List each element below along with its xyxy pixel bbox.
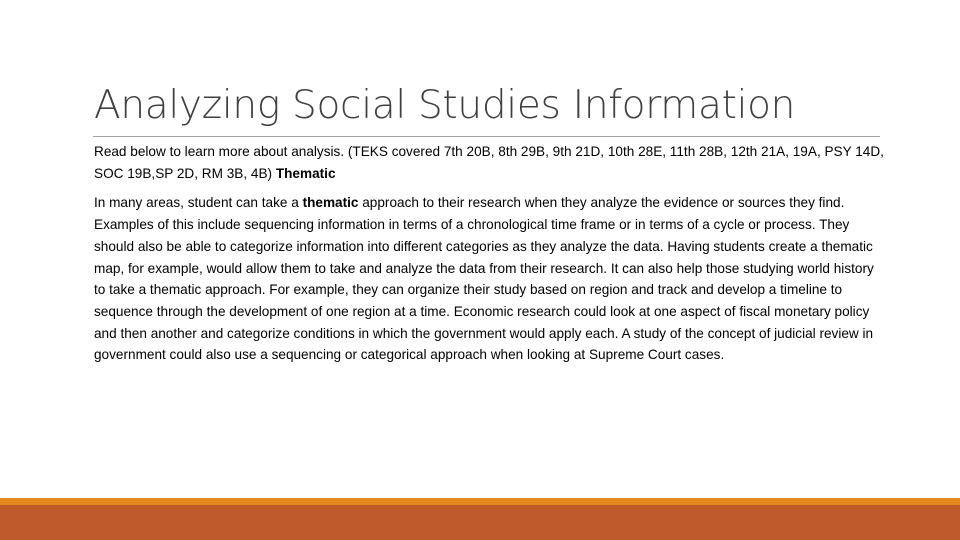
slide-body	[94, 141, 884, 366]
footer-bar	[0, 505, 960, 540]
body-paragraph	[94, 192, 884, 366]
intro-bold-text: Thematic	[275, 165, 336, 181]
body-rest-text: approach to their research when they analyze the evidence or sources they find. Examples of this include sequencing information in terms of a chronological time frame or in terms of a cycle or process. They should also be able to categorize information into different categories as they analyze the data. Having students create a thematic map, for example, would allow them to take and analyze the data from their research. It can also help those studying world history to take a thematic approach. For example, they can organize their study based on region and track and develop a timeline to sequence through the development of one region at a time. Economic research could look at one aspect of fiscal monetary policy and then another and categorize conditions in which the government would apply each. A study of the concept of judicial review in government could also use a sequencing or categorical approach when looking at Supreme Court cases.	[94, 195, 874, 363]
body-lead-text: In many areas, student can take a	[94, 195, 303, 211]
intro-text: Read below to learn more about analysis. (TEKS covered 7th 20B, 8th 29B, 9th 21D, 10th 28E, 11th 28B, 12th 21A, 19A, PSY 14D, SOC 19B,SP 2D, RM 3B, 4B)	[94, 144, 884, 181]
body-bold-text: thematic	[302, 195, 359, 211]
title-divider	[93, 136, 880, 137]
intro-paragraph	[94, 141, 884, 184]
slide-title: Analyzing Social Studies Information	[94, 83, 796, 128]
footer-accent-stripe	[0, 498, 960, 505]
